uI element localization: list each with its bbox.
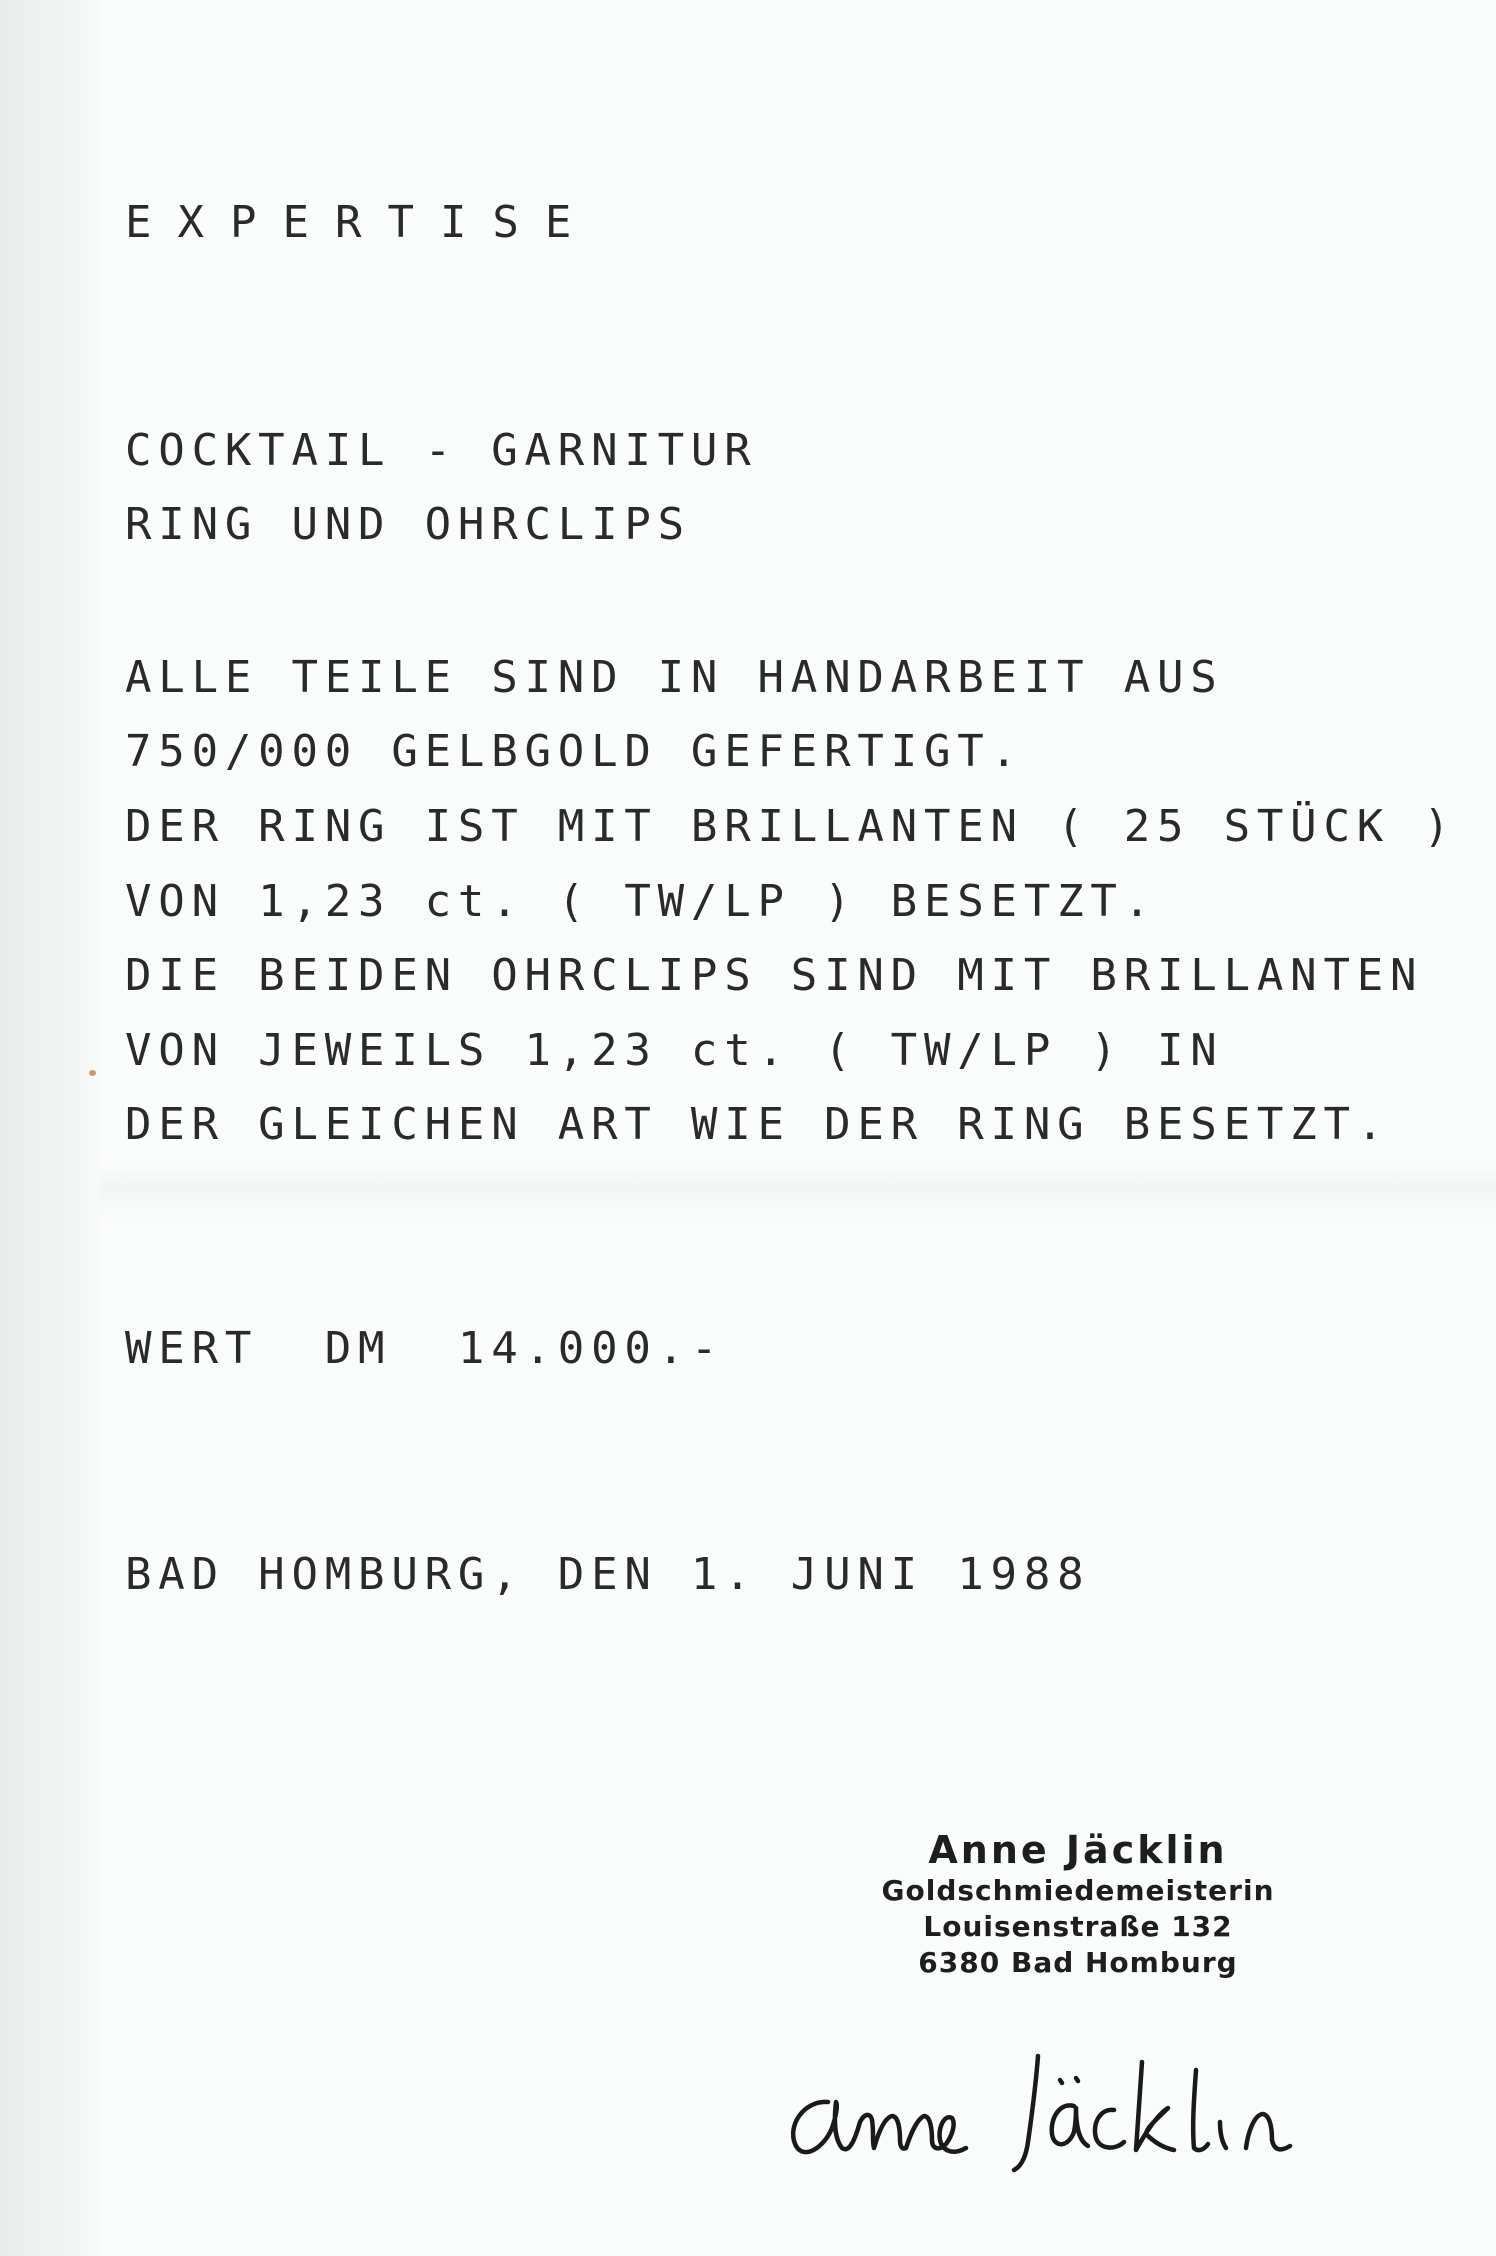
paper-speck	[89, 1070, 96, 1076]
stamp-title: Goldschmiedemeisterin	[881, 1874, 1275, 1907]
paper-fold	[100, 1160, 1496, 1220]
item-line: COCKTAIL - GARNITUR	[125, 425, 758, 476]
paper-shadow-edge	[0, 0, 100, 2256]
address-stamp	[868, 1827, 1288, 1981]
description-line: 750/000 GELBGOLD GEFERTIGT.	[125, 726, 1024, 777]
description-line: DER GLEICHEN ART WIE DER RING BESETZT.	[125, 1099, 1391, 1150]
item-line: RING UND OHRCLIPS	[125, 499, 691, 550]
description-line: ALLE TEILE SIND IN HANDARBEIT AUS	[125, 652, 1224, 703]
value-line: WERT DM 14.000.-	[125, 1323, 725, 1374]
stamp-name: Anne Jäcklin	[928, 1828, 1228, 1872]
description-line: VON 1,23 ct. ( TW/LP ) BESETZT.	[125, 876, 1157, 927]
description-line: VON JEWEILS 1,23 ct. ( TW/LP ) IN	[125, 1025, 1224, 1076]
place-date-line: BAD HOMBURG, DEN 1. JUNI 1988	[125, 1549, 1091, 1600]
document-title: EXPERTISE	[125, 197, 598, 248]
description-line: DER RING IST MIT BRILLANTEN ( 25 STÜCK )	[125, 801, 1457, 852]
stamp-street: Louisenstraße 132	[923, 1910, 1233, 1943]
handwritten-signature	[770, 2010, 1380, 2180]
description-line: DIE BEIDEN OHRCLIPS SIND MIT BRILLANTEN	[125, 950, 1424, 1001]
stamp-city: 6380 Bad Homburg	[918, 1946, 1238, 1979]
